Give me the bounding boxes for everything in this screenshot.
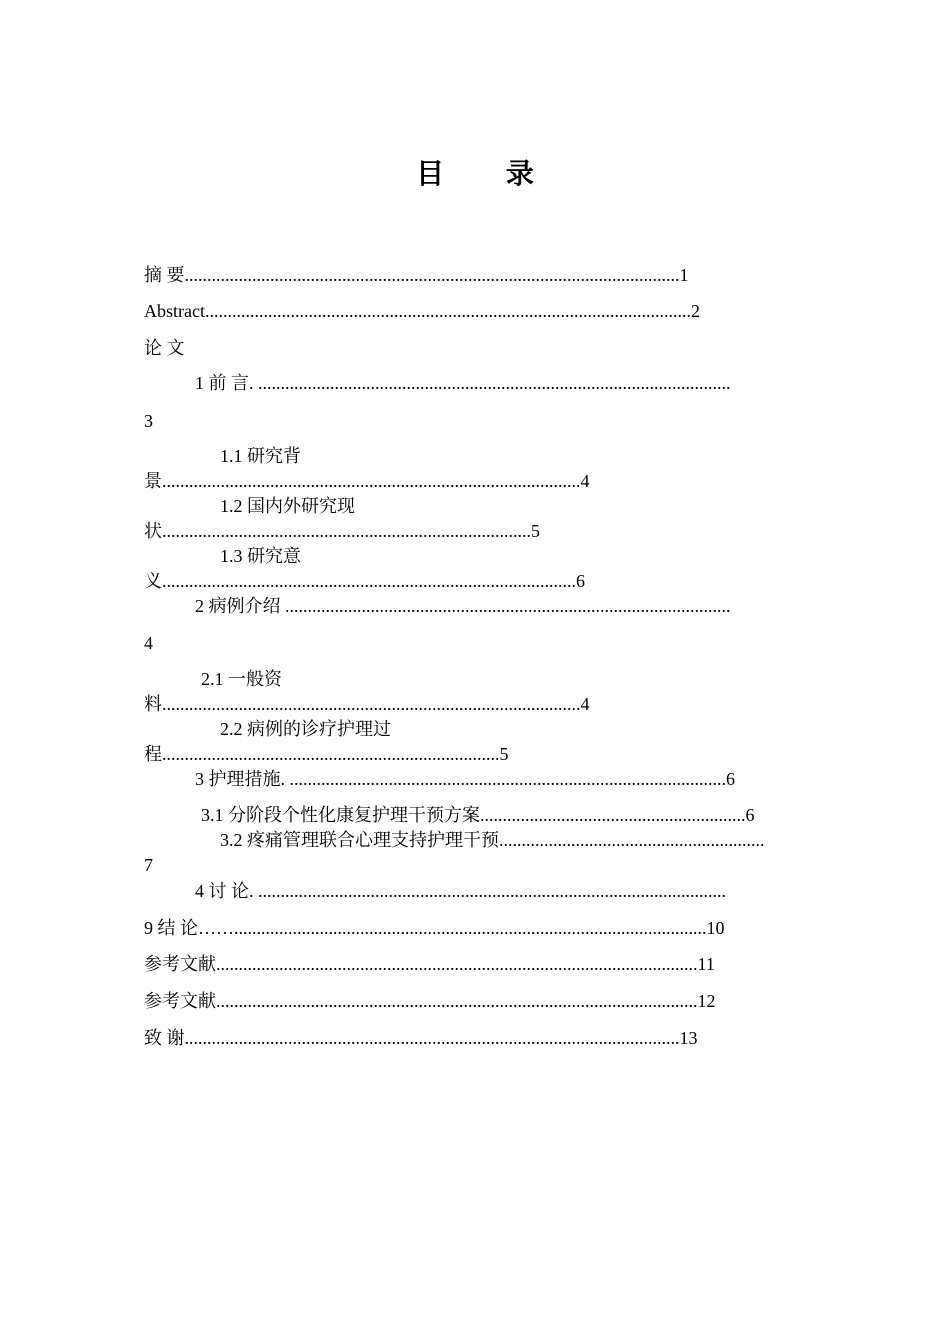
toc-entry-abstract-en[interactable]: Abstract............................................................................................................2 bbox=[144, 301, 700, 321]
toc-entry-3-2-page: 7 bbox=[144, 855, 153, 875]
toc-entry-ch3[interactable]: 3 护理措施. .................................................................................................6 bbox=[195, 769, 735, 789]
toc-entry-ch2[interactable]: 2 病例介绍 ................................................................................................... bbox=[195, 596, 731, 616]
toc-entry-abstract-cn[interactable]: 摘 要..............................................................................................................1 bbox=[144, 265, 689, 285]
toc-entry-2-1-cont[interactable]: 料.............................................................................................4 bbox=[144, 694, 590, 714]
toc-entry-2-2[interactable]: 2.2 病例的诊疗护理过 bbox=[220, 719, 391, 739]
toc-entry-2-1[interactable]: 2.1 一般资 bbox=[201, 669, 282, 689]
toc-entry-ch1[interactable]: 1 前 言. ......................................................................................................... bbox=[195, 373, 731, 393]
toc-entry-1-3-cont[interactable]: 义............................................................................................6 bbox=[144, 571, 585, 591]
toc-entry-3-1[interactable]: 3.1 分阶段个性化康复护理干预方案...........................................................6 bbox=[201, 805, 755, 825]
toc-entry-ch1-page: 3 bbox=[144, 411, 153, 431]
toc-entry-3-2[interactable]: 3.2 疼痛管理联合心理支持护理干预........................................................... bbox=[220, 830, 765, 850]
toc-entry-1-1[interactable]: 1.1 研究背 bbox=[220, 446, 301, 466]
toc-entry-ch2-page: 4 bbox=[144, 633, 153, 653]
toc-title: 目 录 bbox=[416, 157, 560, 190]
toc-entry-references-1[interactable]: 参考文献...........................................................................................................11 bbox=[144, 954, 715, 974]
toc-entry-ch4[interactable]: 4 讨 论. ........................................................................................................ bbox=[195, 881, 726, 901]
toc-entry-1-3[interactable]: 1.3 研究意 bbox=[220, 546, 301, 566]
toc-entry-1-2-cont[interactable]: 状..................................................................................5 bbox=[144, 521, 540, 541]
toc-entry-acknowledgements[interactable]: 致 谢..............................................................................................................13 bbox=[144, 1028, 698, 1048]
toc-entry-1-1-cont[interactable]: 景.............................................................................................4 bbox=[144, 471, 590, 491]
toc-entry-references-2[interactable]: 参考文献...........................................................................................................12 bbox=[144, 991, 716, 1011]
toc-entry-thesis: 论 文 bbox=[144, 338, 185, 358]
toc-entry-conclusion[interactable]: 9 结 论…….........................................................................................................10 bbox=[144, 918, 725, 938]
toc-entry-2-2-cont[interactable]: 程...........................................................................5 bbox=[144, 744, 509, 764]
toc-entry-1-2[interactable]: 1.2 国内外研究现 bbox=[220, 496, 355, 516]
